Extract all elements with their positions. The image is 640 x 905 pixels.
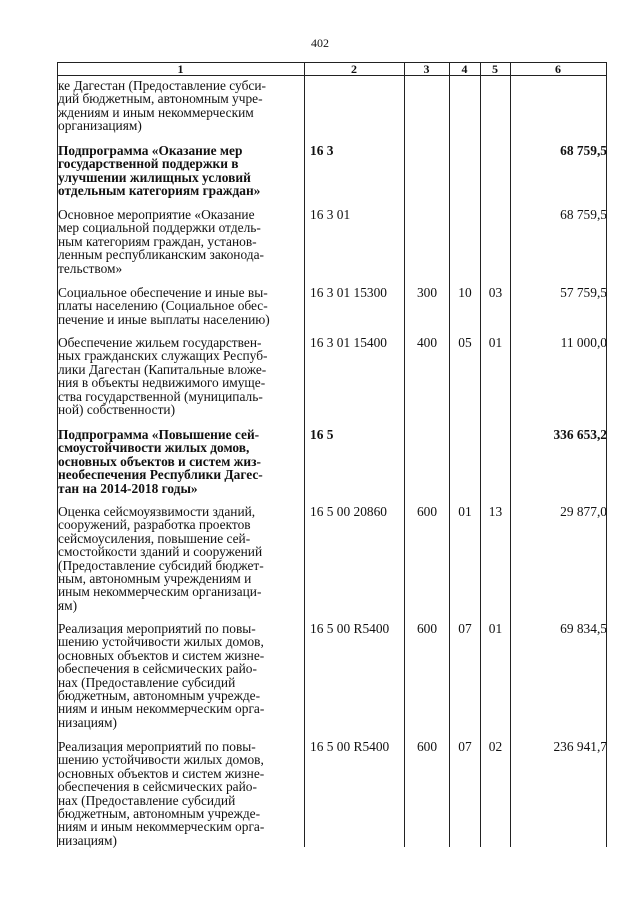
row-name xyxy=(58,144,290,198)
row-expense-type: 400 xyxy=(416,335,438,350)
row-name xyxy=(58,286,290,326)
row-code: 16 3 01 xyxy=(310,207,351,222)
row-name-line: Реализация мероприятий по повы- xyxy=(58,621,256,636)
row-code: 16 3 01 15400 xyxy=(310,335,387,350)
column-divider xyxy=(480,62,481,847)
row-name-line: отдельным категориям граждан» xyxy=(58,183,261,199)
row-name-line: обеспечения в сейсмических райо- xyxy=(58,661,257,677)
row-sum: 11 000,0 xyxy=(560,335,607,350)
column-header-6: 6 xyxy=(555,62,561,76)
row-name-line: основных объектов и систем жиз- xyxy=(58,453,261,469)
column-header-1: 1 xyxy=(177,62,184,76)
row-name xyxy=(58,622,290,729)
row-name-line: бюджетным, автономным учрежде- xyxy=(58,806,261,822)
row-name-line: необеспечения Республики Дагес- xyxy=(58,467,263,483)
row-name-line: ям) xyxy=(58,597,78,613)
row-section: 07 xyxy=(458,739,472,754)
column-divider xyxy=(304,62,305,847)
row-name-line: Основное мероприятие «Оказание xyxy=(58,207,255,222)
row-name-line: иным некоммерческим организаци- xyxy=(58,584,262,600)
row-subsection: 13 xyxy=(488,504,503,519)
column-divider xyxy=(404,62,405,847)
row-subsection: 02 xyxy=(488,739,503,754)
column-divider xyxy=(510,62,511,847)
row-name-line: ства государственной (муниципаль- xyxy=(58,388,263,404)
row-name-line: смоустойчивости жилых домов, xyxy=(58,440,250,456)
row-name-line: ке Дагестан (Предоставление субси- xyxy=(58,78,266,93)
row-subsection: 03 xyxy=(488,285,503,300)
row-name-line: государственной поддержки в xyxy=(58,156,239,172)
row-name-line: улучшении жилищных условий xyxy=(58,169,251,185)
row-sum: 29 877,0 xyxy=(560,504,607,519)
row-name-line: лики Дагестан (Капитальные вложе- xyxy=(58,361,267,377)
row-expense-type: 600 xyxy=(416,621,438,636)
row-name-line: тельством» xyxy=(58,260,123,276)
row-name-line: (Предоставление субсидий бюджет- xyxy=(58,557,264,573)
row-name-line: смостойкости зданий и сооружений xyxy=(58,544,263,560)
row-name-line: основных объектов и систем жизне- xyxy=(58,765,265,781)
column-header-5: 5 xyxy=(492,62,498,76)
row-name-line: бюджетным, автономным учрежде- xyxy=(58,688,261,704)
column-header-2: 2 xyxy=(351,62,357,76)
row-name-line: платы населению (Социальное обес- xyxy=(58,298,268,314)
page-number: 402 xyxy=(311,36,329,50)
row-name-line: дий бюджетным, автономным учре- xyxy=(58,91,263,107)
row-sum: 68 759,5 xyxy=(560,143,607,158)
row-name xyxy=(58,740,290,847)
row-name-line: ной) собственности) xyxy=(58,402,176,418)
row-name-line: нах (Предоставление субсидий xyxy=(58,792,236,808)
column-divider xyxy=(606,62,607,847)
column-divider xyxy=(449,62,450,847)
row-name-line: печение и иные выплаты населению) xyxy=(58,311,270,327)
row-name xyxy=(58,208,290,275)
row-name xyxy=(58,505,290,612)
budget-table xyxy=(57,62,607,847)
row-sum: 336 653,2 xyxy=(553,427,607,442)
row-section: 07 xyxy=(458,621,472,636)
row-name-line: низациям) xyxy=(58,832,117,848)
row-name-line: ленным республиканским законода- xyxy=(58,247,264,263)
row-name-line: Оценка сейсмоуязвимости зданий, xyxy=(58,504,256,519)
row-name-line: ных гражданских служащих Респуб- xyxy=(58,348,268,364)
row-code: 16 5 00 R5400 xyxy=(310,739,390,754)
row-name-line: Подпрограмма «Оказание мер xyxy=(58,143,243,158)
row-sum: 68 759,5 xyxy=(560,207,607,222)
row-code: 16 3 xyxy=(310,143,334,158)
row-section: 01 xyxy=(458,504,472,519)
row-section: 10 xyxy=(458,285,472,300)
row-code: 16 5 00 R5400 xyxy=(310,621,390,636)
row-name-line: нах (Предоставление субсидий xyxy=(58,674,236,690)
row-name xyxy=(58,336,290,416)
row-name-line: обеспечения в сейсмических райо- xyxy=(58,779,257,795)
row-code: 16 3 01 15300 xyxy=(310,285,387,300)
row-name-line: ждениям и иным некоммерческим xyxy=(58,104,254,120)
row-name-line: ния в объекты недвижимого имуще- xyxy=(58,375,266,391)
row-name-line: шению устойчивости жилых домов, xyxy=(58,752,264,768)
row-name-line: сейсмоусиления, повышение сей- xyxy=(58,530,251,546)
row-name-line: Реализация мероприятий по повы- xyxy=(58,739,256,754)
row-name-line: Обеспечение жильем государствен- xyxy=(58,335,262,350)
row-code: 16 5 00 20860 xyxy=(310,504,387,519)
row-name-line: Социальное обеспечение и иные вы- xyxy=(58,285,268,300)
row-subsection: 01 xyxy=(488,335,503,350)
row-name xyxy=(58,79,290,133)
row-name-line: основных объектов и систем жизне- xyxy=(58,647,265,663)
row-name-line: ниям и иным некоммерческим орга- xyxy=(58,701,265,717)
row-name-line: ным, автономным учреждениям и xyxy=(58,571,252,587)
row-name-line: ным категориям граждан, установ- xyxy=(58,233,257,249)
row-expense-type: 300 xyxy=(416,285,438,300)
row-name-line: организациям) xyxy=(58,118,142,134)
row-name-line: мер социальной поддержки отдель- xyxy=(58,220,261,236)
row-expense-type: 600 xyxy=(416,739,438,754)
row-name-line: сооружений, разработка проектов xyxy=(58,517,251,533)
row-name xyxy=(58,428,290,495)
row-sum: 69 834,5 xyxy=(560,621,607,636)
row-code: 16 5 xyxy=(310,427,334,442)
row-expense-type: 600 xyxy=(416,504,438,519)
row-name-line: низациям) xyxy=(58,714,117,730)
column-header-4: 4 xyxy=(461,62,468,76)
row-name-line: Подпрограмма «Повышение сей- xyxy=(58,427,260,442)
row-sum: 236 941,7 xyxy=(553,739,607,754)
row-sum: 57 759,5 xyxy=(560,285,607,300)
row-name-line: тан на 2014-2018 годы» xyxy=(58,480,198,496)
row-name-line: шению устойчивости жилых домов, xyxy=(58,634,264,650)
row-name-line: ниям и иным некоммерческим орга- xyxy=(58,819,265,835)
row-subsection: 01 xyxy=(488,621,503,636)
row-section: 05 xyxy=(458,335,472,350)
column-header-3: 3 xyxy=(423,62,430,76)
